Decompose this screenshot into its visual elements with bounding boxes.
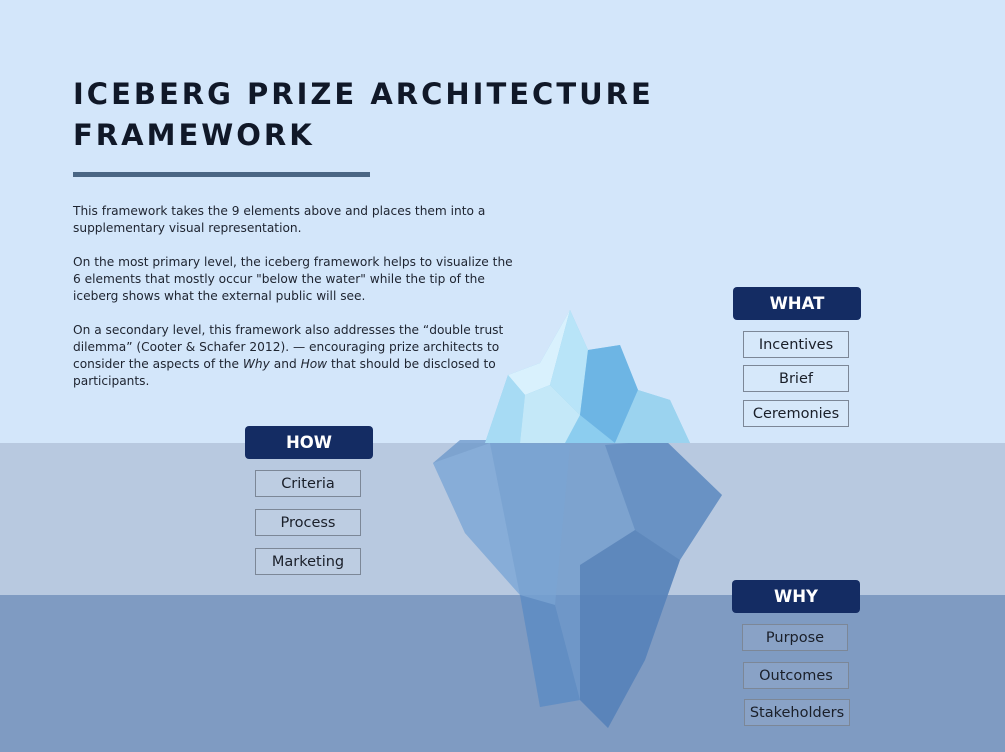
what-item-brief: Brief xyxy=(743,365,849,392)
intro-why-emphasis: Why xyxy=(242,357,270,371)
why-header: WHY xyxy=(732,580,860,613)
why-item-stakeholders: Stakeholders xyxy=(744,699,850,726)
intro-paragraph-2: On the most primary level, the iceberg framework helps to visualize the 6 elements that mostly occur "below the water" while the tip of the iceberg shows what the external public will see. xyxy=(73,255,513,303)
iceberg-illustration xyxy=(430,305,725,730)
how-item-process: Process xyxy=(255,509,361,536)
what-item-ceremonies: Ceremonies xyxy=(743,400,849,427)
title-underline xyxy=(73,172,370,177)
how-header: HOW xyxy=(245,426,373,459)
why-item-purpose: Purpose xyxy=(742,624,848,651)
why-item-outcomes: Outcomes xyxy=(743,662,849,689)
how-item-marketing: Marketing xyxy=(255,548,361,575)
how-item-criteria: Criteria xyxy=(255,470,361,497)
intro-paragraph-1: This framework takes the 9 elements above and places them into a supplementary visual representation. xyxy=(73,204,486,235)
intro-p3-and: and xyxy=(269,357,301,371)
what-item-incentives: Incentives xyxy=(743,331,849,358)
page-title-line-2: FRAMEWORK xyxy=(73,118,315,152)
page-title-line-1: ICEBERG PRIZE ARCHITECTURE xyxy=(73,77,654,111)
what-header: WHAT xyxy=(733,287,861,320)
page-title xyxy=(73,74,693,156)
intro-p3-start: On a secondary level, this framework also addresses the “double trust dilemma” (Cooter & Schafer 2012). — encouraging prize architects to consider the aspects of the xyxy=(73,323,504,371)
intro-how-emphasis: How xyxy=(300,357,328,371)
iceberg-facet-deep-2 xyxy=(580,530,680,728)
intro-p3-end: that should be disclosed to participants. xyxy=(73,357,496,388)
